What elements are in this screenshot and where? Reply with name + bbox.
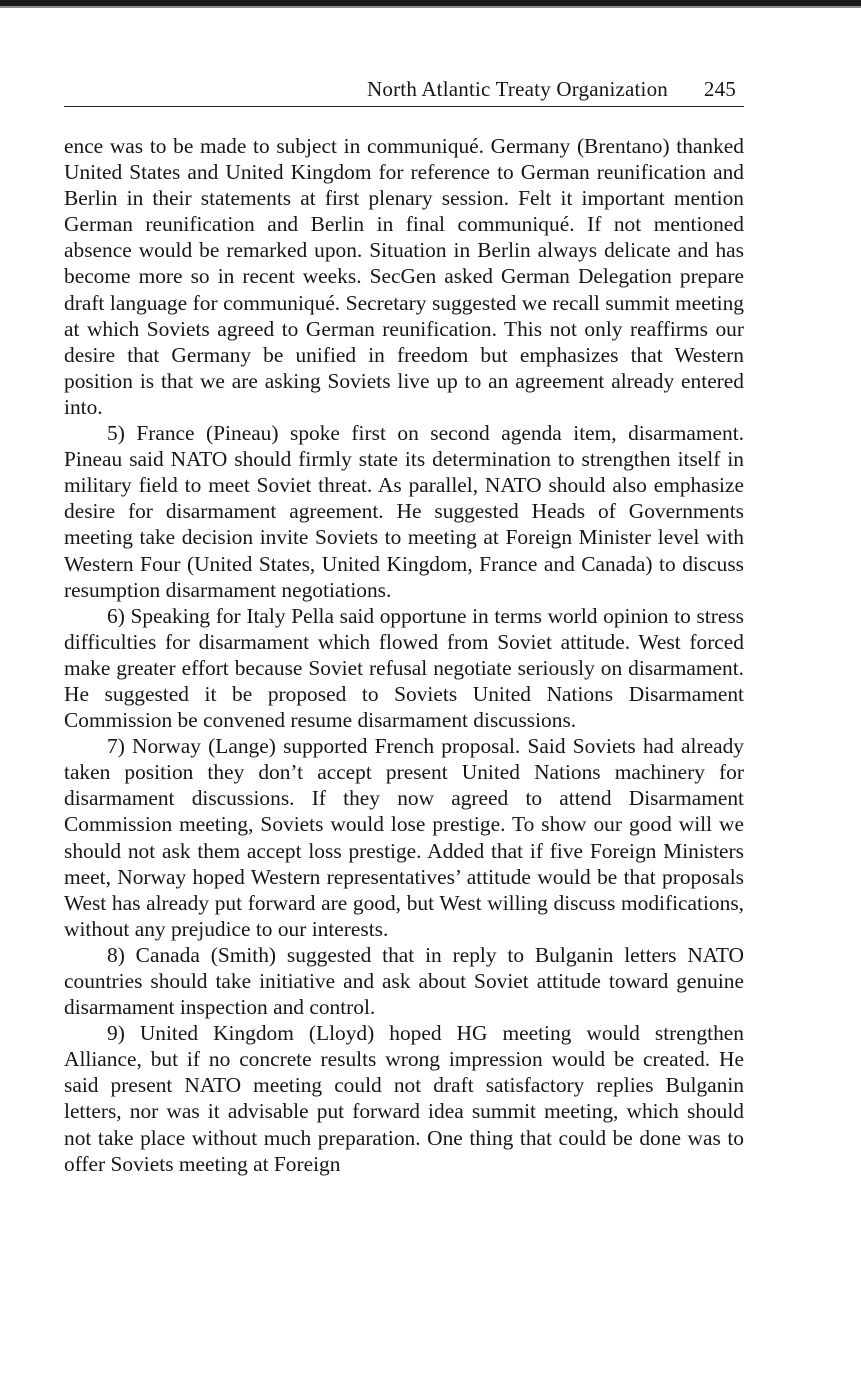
- paragraph-item-6: 6) Speaking for Italy Pella said opportune in terms world opinion to stress difficulties for disarmament which flowed from Soviet attitude. West forced make greater effort because Soviet refusal negotiate seriously on disarmament. He suggested it be proposed to Soviets United Nations Disarmament Commission be convened resume disarmament discussions.: [64, 603, 744, 733]
- paragraph-item-8: 8) Canada (Smith) suggested that in reply to Bulganin letters NATO countries should take initiative and ask about Soviet attitude toward genuine disarmament inspection and control.: [64, 942, 744, 1020]
- running-head-title: North Atlantic Treaty Organization: [367, 77, 668, 101]
- paragraph-item-7: 7) Norway (Lange) supported French proposal. Said Soviets had already taken position they don’t accept present United Nations machinery for disarmament discussions. If they now agreed to attend Disarmament Commission meeting, Soviets would lose prestige. To show our good will we should not ask them accept loss prestige. Added that if five Foreign Ministers meet, Norway hoped Western representatives’ attitude would be that proposals West has already put forward are good, but West willing discuss modifications, without any prejudice to our interests.: [64, 734, 744, 941]
- paragraph-item-5: 5) France (Pineau) spoke first on second agenda item, disarmament. Pineau said NATO should firmly state its determination to strengthen itself in military field to meet Soviet threat. As parallel, NATO should also emphasize desire for disarmament agreement. He suggested Heads of Governments meeting take decision invite Soviets to meeting at Foreign Minister level with Western Four (United States, United Kingdom, France and Canada) to discuss resumption disarmament negotiations.: [64, 421, 744, 602]
- page-top-border-shadow: [0, 6, 861, 8]
- paragraph-continuation: ence was to be made to subject in communiqué. Germany (Brentano) thanked United States and United Kingdom for reference to German reunification and Berlin in their statements at first plenary session. Felt it important mention German reunification and Berlin in final communiqué. If not mentioned absence would be remarked upon. Situation in Berlin always delicate and has become more so in recent weeks. SecGen asked German Delegation prepare draft language for communiqué. Secretary suggested we recall summit meeting at which Soviets agreed to German reunification. This not only reaffirms our desire that Germany be unified in freedom but emphasizes that Western position is that we are asking Soviets live up to an agreement already entered into.: [64, 134, 744, 419]
- paragraph-item-9: 9) United Kingdom (Lloyd) hoped HG meeting would strengthen Alliance, but if no concrete results wrong impression would be created. He said present NATO meeting could not draft satisfactory replies Bulganin letters, nor was it advisable put forward idea summit meeting, which should not take place without much preparation. One thing that could be done was to offer Soviets meeting at Foreign: [64, 1021, 744, 1176]
- page-number: 245: [703, 77, 736, 101]
- body-text: [64, 133, 744, 1177]
- document-page: [64, 76, 744, 1177]
- running-head: [64, 76, 744, 107]
